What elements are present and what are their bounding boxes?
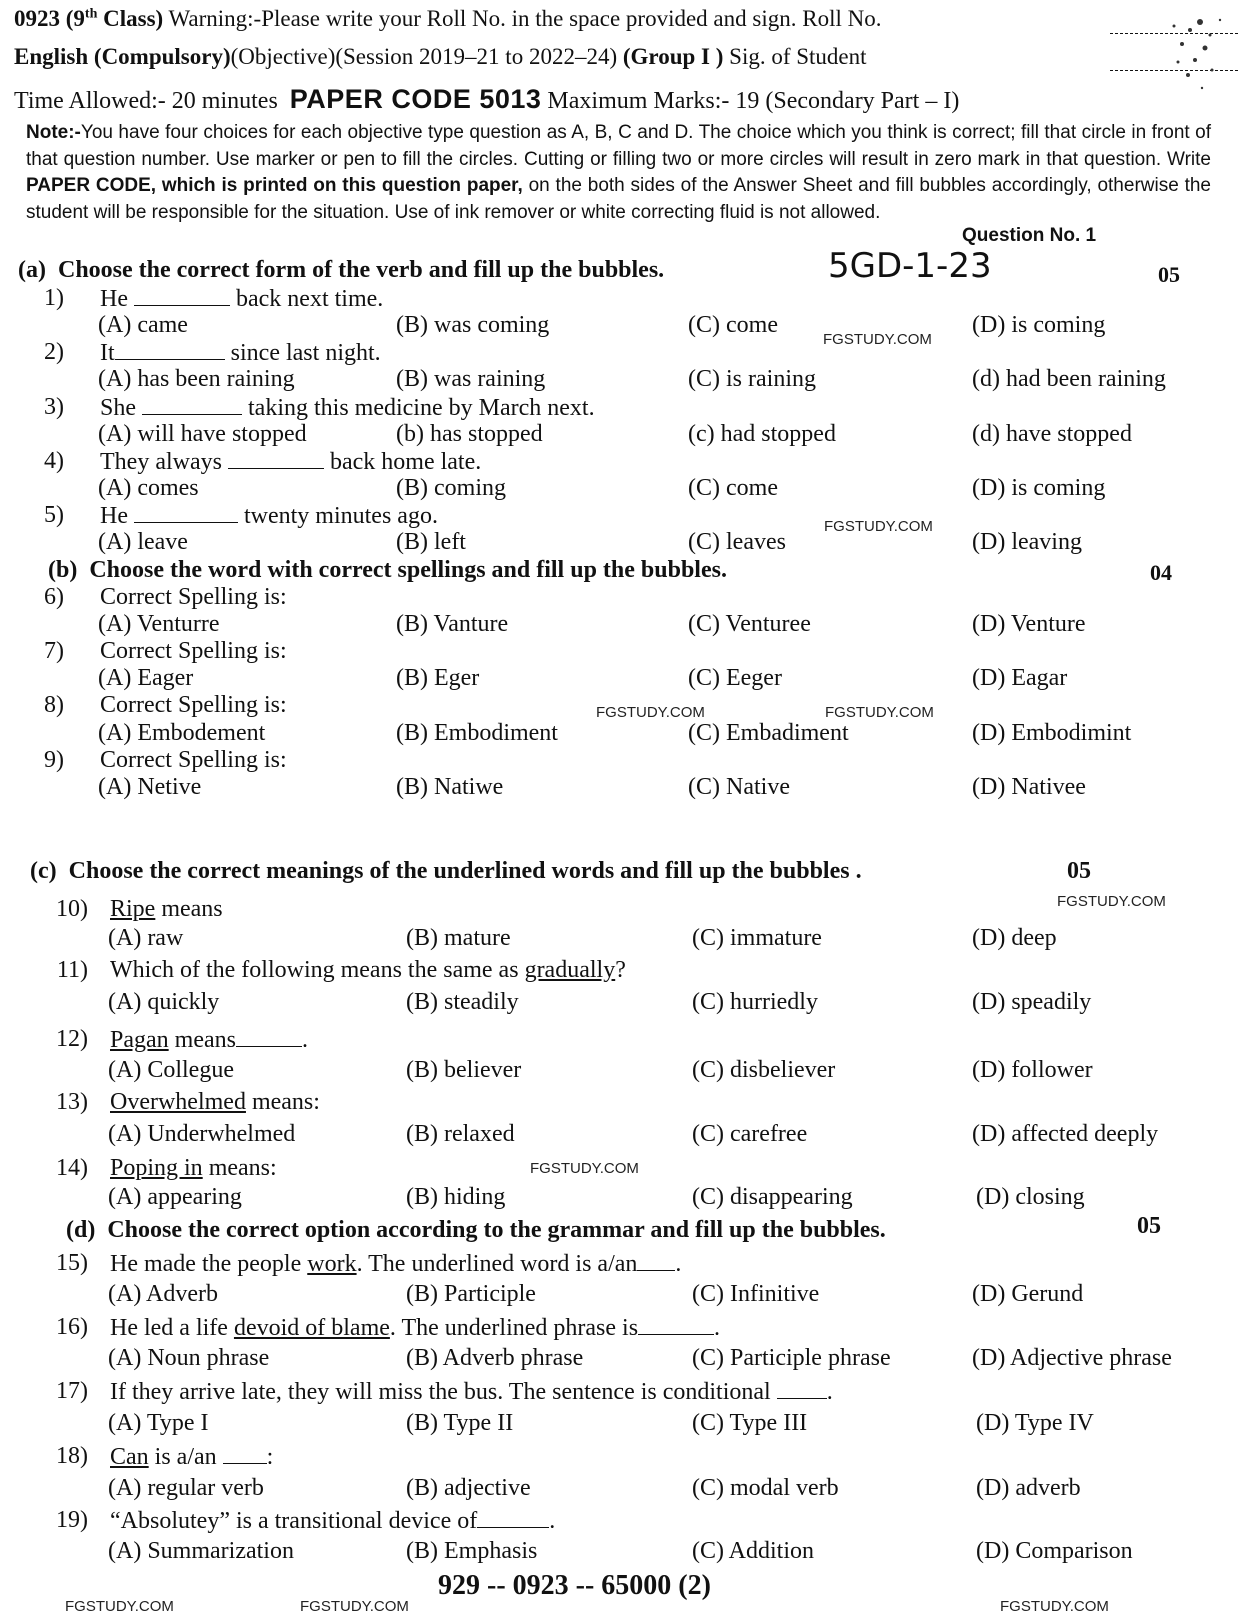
handwritten-note: 5GD-1-23 — [828, 246, 992, 286]
q13-option-a[interactable]: (A) Underwhelmed — [108, 1121, 296, 1147]
paper-number: 0923 — [14, 6, 60, 31]
q18-option-d[interactable]: (D) adverb — [976, 1475, 1081, 1501]
q9-option-a[interactable]: (A) Netive — [98, 774, 202, 800]
q6-option-d[interactable]: (D) Venture — [972, 611, 1086, 637]
q1-option-b[interactable]: (B) was coming — [396, 312, 550, 338]
header-line-1 — [14, 6, 881, 32]
q18-option-b[interactable]: (B) adjective — [406, 1475, 531, 1501]
q12-option-d[interactable]: (D) follower — [972, 1057, 1093, 1083]
watermark: FGSTUDY.COM — [65, 1598, 174, 1615]
header-line-3 — [14, 84, 959, 115]
note-label: Note:- — [26, 122, 81, 143]
q4-option-d[interactable]: (D) is coming — [972, 475, 1106, 501]
q10-option-b[interactable]: (B) mature — [406, 925, 511, 951]
section-a-marks: 05 — [1158, 262, 1180, 287]
section-d-title: (d) Choose the correct option according to the grammar and fill up the bubbles. — [66, 1217, 886, 1243]
q17-option-d[interactable]: (D) Type IV — [976, 1410, 1094, 1436]
part: (Secondary Part – I) — [765, 88, 960, 114]
q18-option-a[interactable]: (A) regular verb — [108, 1475, 264, 1501]
max-marks: Maximum Marks:- 19 — [547, 88, 760, 114]
note-text-2: on the both sides of the Answer Sheet and fill bubbles accordingly, otherwise the student will be responsible for the situation. Use of ink remover or white correcting fluid is not allowed. — [26, 175, 1211, 223]
q15-option-b[interactable]: (B) Participle — [406, 1281, 536, 1307]
q19-option-d[interactable]: (D) Comparison — [976, 1538, 1133, 1564]
q6-option-b[interactable]: (B) Vanture — [396, 611, 509, 637]
q8-option-c[interactable]: (C) Embadiment — [688, 720, 849, 746]
q11-option-d[interactable]: (D) speadily — [972, 989, 1092, 1015]
q7-option-a[interactable]: (A) Eager — [98, 665, 194, 691]
q11-option-a[interactable]: (A) quickly — [108, 989, 220, 1015]
question-label: Question No. 1 — [962, 225, 1097, 246]
q8-option-d[interactable]: (D) Embodimint — [972, 720, 1132, 746]
q15-option-a[interactable]: (A) Adverb — [108, 1281, 218, 1307]
time-allowed: Time Allowed:- 20 minutes — [14, 88, 278, 114]
instructions-note — [26, 120, 1211, 226]
q14-option-b[interactable]: (B) hiding — [406, 1184, 506, 1210]
q3-option-c[interactable]: (c) had stopped — [688, 421, 836, 447]
q8-option-b[interactable]: (B) Embodiment — [396, 720, 558, 746]
section-c-title: (c) Choose the correct meanings of the underlined words and fill up the bubbles . — [30, 858, 862, 884]
ink-stamp-mark — [1160, 0, 1250, 110]
q9-option-b[interactable]: (B) Natiwe — [396, 774, 504, 800]
q1-option-a[interactable]: (A) came — [98, 312, 188, 338]
section-d-marks: 05 — [1137, 1213, 1161, 1239]
header-line-2 — [14, 44, 867, 70]
watermark: FGSTUDY.COM — [530, 1160, 639, 1177]
q14-option-c[interactable]: (C) disappearing — [692, 1184, 853, 1210]
watermark: FGSTUDY.COM — [825, 704, 934, 721]
q16-option-a[interactable]: (A) Noun phrase — [108, 1345, 270, 1371]
q3-option-d[interactable]: (d) have stopped — [972, 421, 1132, 447]
watermark: FGSTUDY.COM — [1057, 893, 1166, 910]
q19-option-b[interactable]: (B) Emphasis — [406, 1538, 538, 1564]
section-b-marks: 04 — [1150, 560, 1172, 585]
q4-option-b[interactable]: (B) coming — [396, 475, 506, 501]
q17-option-c[interactable]: (C) Type III — [692, 1410, 808, 1436]
q2-option-b[interactable]: (B) was raining — [396, 366, 546, 392]
q16-option-c[interactable]: (C) Participle phrase — [692, 1345, 891, 1371]
q11-option-c[interactable]: (C) hurriedly — [692, 989, 818, 1015]
q10-option-d[interactable]: (D) deep — [972, 925, 1057, 951]
q2-option-c[interactable]: (C) is raining — [688, 366, 816, 392]
group: (Group I ) — [622, 44, 724, 69]
q12-option-c[interactable]: (C) disbeliever — [692, 1057, 836, 1083]
q16-option-d[interactable]: (D) Adjective phrase — [972, 1345, 1172, 1371]
q12-option-a[interactable]: (A) Collegue — [108, 1057, 234, 1083]
footer-code: 929 -- 0923 -- 65000 (2) — [438, 1570, 711, 1601]
q14-option-a[interactable]: (A) appearing — [108, 1184, 242, 1210]
paper-type: (Objective)(Session 2019–21 to 2022–24) — [230, 44, 618, 69]
section-a-title: (a) Choose the correct form of the verb and fill up the bubbles. — [18, 257, 665, 283]
q1-option-d[interactable]: (D) is coming — [972, 312, 1106, 338]
q9-option-d[interactable]: (D) Nativee — [972, 774, 1086, 800]
q10-option-c[interactable]: (C) immature — [692, 925, 822, 951]
q11-option-b[interactable]: (B) steadily — [406, 989, 519, 1015]
q13-option-d[interactable]: (D) affected deeply — [972, 1121, 1159, 1147]
q5-option-c[interactable]: (C) leaves — [688, 529, 786, 555]
section-c-marks: 05 — [1067, 858, 1091, 884]
q3-option-b[interactable]: (b) has stopped — [396, 421, 543, 447]
section-b-title: (b) Choose the word with correct spellings and fill up the bubbles. — [48, 557, 727, 583]
q16-option-b[interactable]: (B) Adverb phrase — [406, 1345, 584, 1371]
q18-option-c[interactable]: (C) modal verb — [692, 1475, 839, 1501]
q6-option-a[interactable]: (A) Venturre — [98, 611, 220, 637]
watermark: FGSTUDY.COM — [300, 1598, 409, 1615]
exam-page: 0923 (9th Class) Warning:-Please write your Roll No. in the space provided and sign. Roll No. English (Compulsory)(Objective)(Session 2019–21 to 2022–24) (Group I ) Sig. of Student Time Allowed:- 20 minutes PAPER CODE 5013 Maximum Marks:- 19 (Secondary Part – I) Note:-You have four choices for each objective type question as A, B, C and D. The choice which you think is correct; fill that circle in front of that question number. Use marker or pen to fill the circles. Cutting or filling two or more circles will result in zero mark in that question. Write PAPER CODE, which is printed on this question paper, on the both sides of the Answer Sheet and fill bubbles accordingly, otherwise the student will be responsible for the situation. Use of ink remover or white correcting fluid is not allowed. Question No. 1 5GD-1-23 (a) Choose the correct form of the verb and fill up the bubbles. 05 1) He back next time. (A) came (B) was coming (C) come (D) is coming 2) It since last night. (A) has been raining (B) was raining (C) is raining (d) had been raining 3) She taking this medicine by March next. (A) will have stopped (b) has stopped (c) had stopped (d) have stopped 4) They always back home late. (A) comes (B) coming (C) come (D) is coming 5) He twenty minutes ago. (A) leave (B) left (C) leaves (D) leaving (b) Choose the word with correct spellings and fill up the bubbles. 04 6) Correct Spelling is: (A) Venturre (B) Vanture (C) Venturee (D) Venture 7) Correct Spelling is: (A) Eager (B) Eger (C) Eeger (D) Eagar 8) Correct Spelling is: (A) Embodement (B) Embodiment (C) Embadiment (D) Embodimint 9) Correct Spelling is: (A) Netive (B) Natiwe (C) Native (D) Nativee (c) Choose the correct meanings of the underlined words and fill up the bubbles . 05 10) Ripe means (A) raw (B) mature (C) immature (D) deep 11) Which of the following means the same as gradually? (A) quickly (B) steadily (C) hurriedly (D) speadily 12) Pagan means . (A) Collegue (B) believer (C) disbeliever (D) follower 13) Overwhelmed means: (A) Underwhelmed (B) relaxed (C) carefree (D) affected deeply 14) Poping in means: (A) appearing (B) hiding (C) disappearing (D) closing (d) Choose the correct option according to the grammar and fill up the bubbles. 05 15) He made the people work. The underlined word is a/an . (A) Adverb (B) Participle (C) Infinitive (D) Gerund 16) He led a life devoid of blame. The underlined phrase is . (A) Noun phrase (B) Adverb phrase (C) Participle phrase (D) Adjective phrase 17) If they arrive late, they will miss the bus. The sentence is conditional . (A) Type I (B) Type II (C) Type III (D) Type IV 18) Can is a/an : (A) regular verb (B) adjective (C) modal verb (D) adverb 19) “Absolutey” is a transitional device of . (A) Summarization (B) Emphasis (C) Addition (D) Comparison 929 -- 0923 -- 65000 (2) FGSTUDY.COM FGSTUDY.COM FGSTUDY.COM FGSTUDY.COM FGSTUDY.COM FGSTUDY.COM FGSTUDY.COM FGSTUDY.COM FGSTUDY.COM — [0, 0, 1250, 1614]
paper-code: PAPER CODE 5013 — [289, 84, 542, 114]
q5-option-b[interactable]: (B) left — [396, 529, 466, 555]
class-label: (9th Class) — [65, 6, 164, 31]
q7-option-d[interactable]: (D) Eagar — [972, 665, 1068, 691]
q7-option-b[interactable]: (B) Eger — [396, 665, 480, 691]
watermark: FGSTUDY.COM — [824, 518, 933, 535]
q8-option-a[interactable]: (A) Embodement — [98, 720, 266, 746]
watermark: FGSTUDY.COM — [596, 704, 705, 721]
q5-option-a[interactable]: (A) leave — [98, 529, 188, 555]
q13-option-c[interactable]: (C) carefree — [692, 1121, 808, 1147]
q10-option-a[interactable]: (A) raw — [108, 925, 184, 951]
q9-option-c[interactable]: (C) Native — [688, 774, 790, 800]
subject: English (Compulsory) — [14, 44, 231, 69]
q14-option-d[interactable]: (D) closing — [976, 1184, 1085, 1210]
watermark: FGSTUDY.COM — [1000, 1598, 1109, 1615]
q15-option-c[interactable]: (C) Infinitive — [692, 1281, 820, 1307]
q19-option-c[interactable]: (C) Addition — [692, 1538, 815, 1564]
q15-option-d[interactable]: (D) Gerund — [972, 1281, 1084, 1307]
q5-option-d[interactable]: (D) leaving — [972, 529, 1082, 555]
q17-option-b[interactable]: (B) Type II — [406, 1410, 514, 1436]
q12-option-b[interactable]: (B) believer — [406, 1057, 522, 1083]
q1-option-c[interactable]: (C) come — [688, 312, 778, 338]
q2-option-d[interactable]: (d) had been raining — [972, 366, 1166, 392]
q19-option-a[interactable]: (A) Summarization — [108, 1538, 294, 1564]
q17-option-a[interactable]: (A) Type I — [108, 1410, 209, 1436]
roll-warning: Warning:-Please write your Roll No. in the space provided and sign. Roll No. — [168, 6, 882, 31]
note-text-1: You have four choices for each objective type question as A, B, C and D. The choice which you think is correct; fill that circle in front of that question number. Use marker or pen to fill the circles. Cutting or filling two or more circles will result in zero mark in that question. Write — [26, 122, 1211, 170]
q4-option-c[interactable]: (C) come — [688, 475, 778, 501]
q4-option-a[interactable]: (A) comes — [98, 475, 199, 501]
q6-option-c[interactable]: (C) Venturee — [688, 611, 811, 637]
q13-option-b[interactable]: (B) relaxed — [406, 1121, 515, 1147]
q2-option-a[interactable]: (A) has been raining — [98, 366, 295, 392]
q3-option-a[interactable]: (A) will have stopped — [98, 421, 307, 447]
note-bold-1: PAPER CODE, which is printed on this question paper, — [26, 175, 523, 196]
q7-option-c[interactable]: (C) Eeger — [688, 665, 782, 691]
watermark: FGSTUDY.COM — [823, 331, 932, 348]
signature-label: Sig. of Student — [729, 44, 867, 69]
